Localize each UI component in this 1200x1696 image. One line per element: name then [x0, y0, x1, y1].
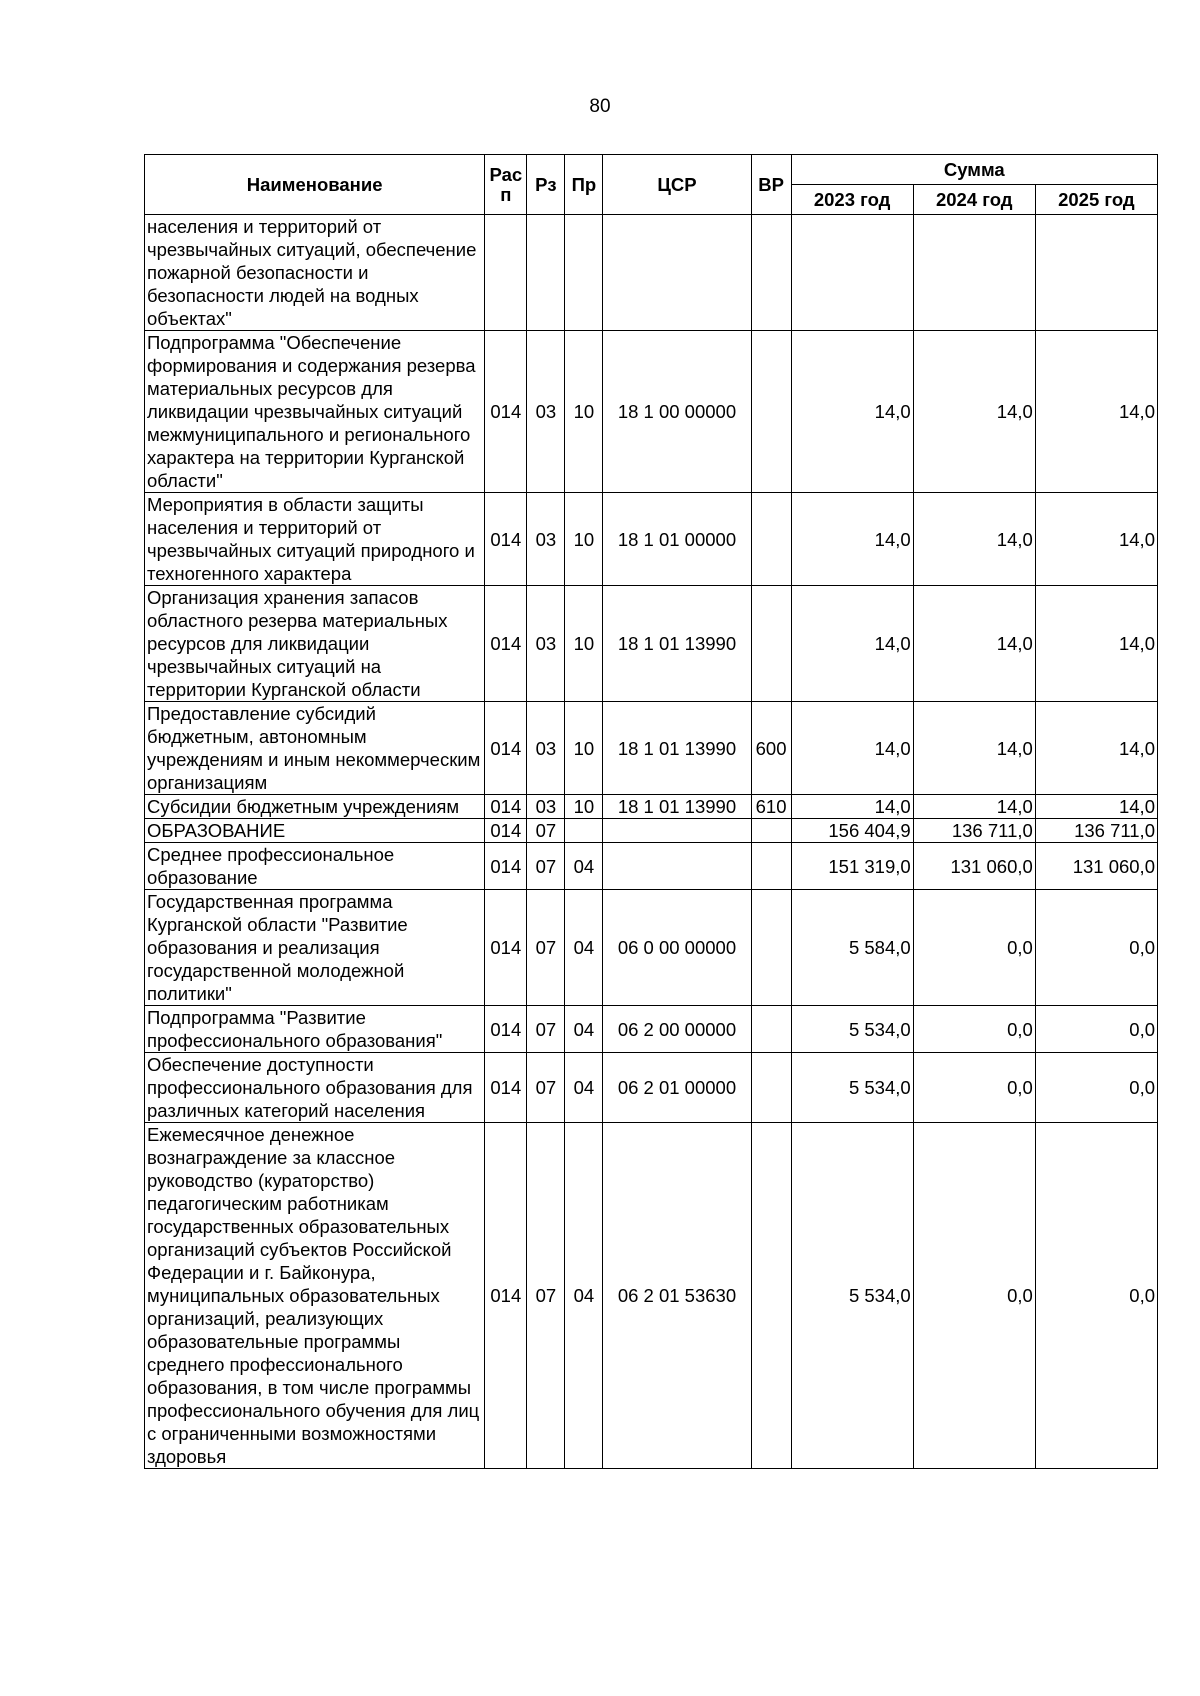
- cell-pr: [565, 215, 603, 331]
- cell-name: Предоставление субсидий бюджетным, автономным учреждениям и иным некоммерческим организациям: [145, 702, 485, 795]
- cell-pr: 10: [565, 331, 603, 493]
- cell-rasp: 014: [485, 795, 527, 819]
- cell-rz: 07: [527, 1006, 565, 1053]
- cell-vr: [751, 586, 791, 702]
- cell-rasp: 014: [485, 331, 527, 493]
- cell-csr: [603, 215, 751, 331]
- cell-sum-2023: 14,0: [791, 702, 913, 795]
- cell-vr: [751, 1123, 791, 1469]
- cell-sum-2025: 14,0: [1035, 795, 1157, 819]
- table-row: [145, 586, 1158, 702]
- cell-vr: 600: [751, 702, 791, 795]
- cell-csr: 18 1 01 13990: [603, 586, 751, 702]
- cell-sum-2025: 14,0: [1035, 702, 1157, 795]
- cell-csr: 06 2 00 00000: [603, 1006, 751, 1053]
- cell-rasp: 014: [485, 843, 527, 890]
- cell-name: населения и территорий от чрезвычайных ситуаций, обеспечение пожарной безопасности и безопасности людей на водных объектах": [145, 215, 485, 331]
- cell-vr: 610: [751, 795, 791, 819]
- cell-sum-2025: 0,0: [1035, 1123, 1157, 1469]
- header-rasp: Рас п: [485, 155, 527, 215]
- budget-table: [144, 154, 1158, 1469]
- cell-rasp: 014: [485, 702, 527, 795]
- cell-sum-2024: 0,0: [913, 1006, 1035, 1053]
- cell-pr: [565, 819, 603, 843]
- cell-rasp: 014: [485, 493, 527, 586]
- cell-sum-2023: [791, 215, 913, 331]
- cell-sum-2025: 0,0: [1035, 890, 1157, 1006]
- cell-csr: [603, 843, 751, 890]
- cell-name: Организация хранения запасов областного резерва материальных ресурсов для ликвидации чрезвычайных ситуаций на территории Курганской области: [145, 586, 485, 702]
- header-sum: Сумма: [791, 155, 1157, 185]
- cell-rz: 03: [527, 493, 565, 586]
- cell-vr: [751, 843, 791, 890]
- header-pr: Пр: [565, 155, 603, 215]
- header-year-2025: 2025 год: [1035, 185, 1157, 215]
- cell-csr: 18 1 01 13990: [603, 795, 751, 819]
- cell-pr: 10: [565, 586, 603, 702]
- header-rz: Рз: [527, 155, 565, 215]
- header-csr: ЦСР: [603, 155, 751, 215]
- cell-sum-2025: 14,0: [1035, 493, 1157, 586]
- cell-sum-2023: 5 534,0: [791, 1123, 913, 1469]
- cell-name: Среднее профессиональное образование: [145, 843, 485, 890]
- cell-vr: [751, 331, 791, 493]
- cell-rz: 07: [527, 843, 565, 890]
- cell-pr: 10: [565, 493, 603, 586]
- cell-rasp: 014: [485, 1123, 527, 1469]
- cell-vr: [751, 890, 791, 1006]
- cell-name: ОБРАЗОВАНИЕ: [145, 819, 485, 843]
- cell-sum-2024: 0,0: [913, 1123, 1035, 1469]
- cell-sum-2024: [913, 215, 1035, 331]
- cell-csr: 06 0 00 00000: [603, 890, 751, 1006]
- cell-name: Субсидии бюджетным учреждениям: [145, 795, 485, 819]
- cell-rasp: 014: [485, 1006, 527, 1053]
- table-row: [145, 819, 1158, 843]
- cell-rz: 07: [527, 1053, 565, 1123]
- table-row: [145, 843, 1158, 890]
- cell-csr: 18 1 01 13990: [603, 702, 751, 795]
- cell-sum-2024: 14,0: [913, 702, 1035, 795]
- cell-sum-2023: 14,0: [791, 795, 913, 819]
- cell-rz: 03: [527, 586, 565, 702]
- cell-sum-2023: 156 404,9: [791, 819, 913, 843]
- cell-name: Подпрограмма "Развитие профессионального образования": [145, 1006, 485, 1053]
- table-row: [145, 215, 1158, 331]
- cell-name: Государственная программа Курганской области "Развитие образования и реализация государственной молодежной политики": [145, 890, 485, 1006]
- cell-sum-2025: 0,0: [1035, 1053, 1157, 1123]
- table-row: [145, 890, 1158, 1006]
- cell-sum-2025: [1035, 215, 1157, 331]
- cell-rasp: 014: [485, 890, 527, 1006]
- table-body: [145, 215, 1158, 1469]
- cell-sum-2024: 131 060,0: [913, 843, 1035, 890]
- cell-csr: 18 1 01 00000: [603, 493, 751, 586]
- cell-rasp: 014: [485, 819, 527, 843]
- table-row: [145, 1006, 1158, 1053]
- cell-rz: 03: [527, 795, 565, 819]
- cell-sum-2024: 14,0: [913, 795, 1035, 819]
- cell-pr: 10: [565, 702, 603, 795]
- cell-sum-2023: 151 319,0: [791, 843, 913, 890]
- cell-sum-2025: 14,0: [1035, 331, 1157, 493]
- cell-sum-2025: 136 711,0: [1035, 819, 1157, 843]
- cell-name: Мероприятия в области защиты населения и территорий от чрезвычайных ситуаций природного и техногенного характера: [145, 493, 485, 586]
- cell-sum-2023: 5 584,0: [791, 890, 913, 1006]
- table-row: [145, 331, 1158, 493]
- header-vr: ВР: [751, 155, 791, 215]
- cell-rz: 07: [527, 1123, 565, 1469]
- cell-rz: 07: [527, 890, 565, 1006]
- cell-csr: 18 1 00 00000: [603, 331, 751, 493]
- cell-sum-2024: 0,0: [913, 1053, 1035, 1123]
- cell-sum-2025: 0,0: [1035, 1006, 1157, 1053]
- cell-vr: [751, 1006, 791, 1053]
- cell-vr: [751, 493, 791, 586]
- cell-sum-2025: 131 060,0: [1035, 843, 1157, 890]
- table-row: [145, 795, 1158, 819]
- cell-rz: 03: [527, 331, 565, 493]
- table-row: [145, 1053, 1158, 1123]
- cell-sum-2023: 5 534,0: [791, 1006, 913, 1053]
- table-header: [145, 155, 1158, 215]
- cell-pr: 04: [565, 890, 603, 1006]
- table-row: [145, 493, 1158, 586]
- cell-vr: [751, 819, 791, 843]
- cell-sum-2023: 14,0: [791, 493, 913, 586]
- cell-rasp: 014: [485, 586, 527, 702]
- header-name: Наименование: [145, 155, 485, 215]
- page-number: 80: [589, 96, 611, 117]
- header-year-2023: 2023 год: [791, 185, 913, 215]
- cell-sum-2024: 14,0: [913, 586, 1035, 702]
- cell-rasp: 014: [485, 1053, 527, 1123]
- cell-sum-2023: 14,0: [791, 586, 913, 702]
- cell-rz: [527, 215, 565, 331]
- table-row: [145, 702, 1158, 795]
- cell-pr: 04: [565, 1123, 603, 1469]
- cell-sum-2024: 14,0: [913, 493, 1035, 586]
- cell-pr: 04: [565, 1053, 603, 1123]
- cell-sum-2025: 14,0: [1035, 586, 1157, 702]
- cell-name: Подпрограмма "Обеспечение формирования и содержания резерва материальных ресурсов для ликвидации чрезвычайных ситуаций межмуниципального и регионального характера на территории Курганской области": [145, 331, 485, 493]
- cell-csr: [603, 819, 751, 843]
- cell-csr: 06 2 01 53630: [603, 1123, 751, 1469]
- cell-rz: 07: [527, 819, 565, 843]
- cell-rasp: [485, 215, 527, 331]
- cell-name: Обеспечение доступности профессионального образования для различных категорий населения: [145, 1053, 485, 1123]
- cell-pr: 04: [565, 1006, 603, 1053]
- cell-vr: [751, 1053, 791, 1123]
- cell-sum-2024: 14,0: [913, 331, 1035, 493]
- header-year-2024: 2024 год: [913, 185, 1035, 215]
- cell-sum-2024: 136 711,0: [913, 819, 1035, 843]
- cell-csr: 06 2 01 00000: [603, 1053, 751, 1123]
- cell-sum-2023: 14,0: [791, 331, 913, 493]
- cell-pr: 10: [565, 795, 603, 819]
- cell-sum-2023: 5 534,0: [791, 1053, 913, 1123]
- table-row: [145, 1123, 1158, 1469]
- cell-vr: [751, 215, 791, 331]
- cell-pr: 04: [565, 843, 603, 890]
- cell-name: Ежемесячное денежное вознаграждение за классное руководство (кураторство) педагогическим работникам государственных образовательных организаций субъектов Российской Федерации и г. Байконура, муниципальных образовательных организаций, реализующих образовательные программы среднего профессионального образования, в том числе программы профессионального обучения для лиц с ограниченными возможностями здоровья: [145, 1123, 485, 1469]
- cell-sum-2024: 0,0: [913, 890, 1035, 1006]
- cell-rz: 03: [527, 702, 565, 795]
